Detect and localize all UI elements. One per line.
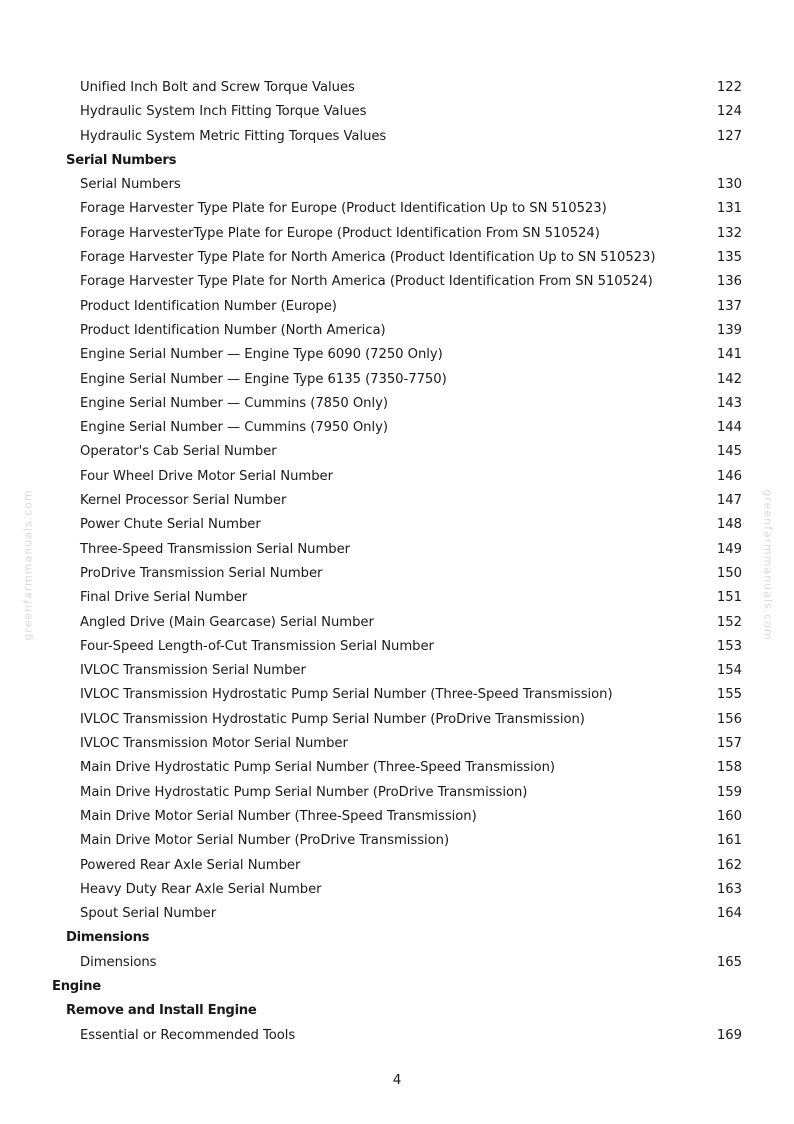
toc-entry-title: Main Drive Hydrostatic Pump Serial Number (ProDrive Transmission) [80, 784, 528, 800]
toc-entry-title: Kernel Processor Serial Number [80, 493, 287, 509]
toc-section-heading [52, 999, 742, 1023]
toc-entry-page: 139 [716, 322, 742, 338]
toc-entry-title: Engine Serial Number — Engine Type 6135 (7350-7750) [80, 371, 447, 387]
toc-entry[interactable] [52, 465, 742, 489]
toc-entry-title: Forage HarvesterType Plate for Europe (Product Identification From SN 510524) [80, 225, 600, 241]
toc-entry-title: Main Drive Hydrostatic Pump Serial Number (Three-Speed Transmission) [80, 760, 556, 776]
toc-entry[interactable] [52, 246, 742, 270]
toc-entry[interactable] [52, 611, 742, 635]
toc-entry-page: 162 [716, 857, 742, 873]
toc-entry[interactable] [52, 586, 742, 610]
watermark-right: greenfarmmanuals.com [761, 489, 775, 641]
toc-entry-title: Hydraulic System Inch Fitting Torque Values [80, 104, 367, 120]
toc-entry-title: Engine Serial Number — Engine Type 6090 (7250 Only) [80, 347, 443, 363]
toc-entry[interactable] [52, 173, 742, 197]
toc-entry-title: ProDrive Transmission Serial Number [80, 565, 323, 581]
table-of-contents [52, 76, 742, 1048]
toc-entry[interactable] [52, 756, 742, 780]
toc-entry[interactable] [52, 295, 742, 319]
toc-entry[interactable] [52, 854, 742, 878]
toc-entry[interactable] [52, 489, 742, 513]
toc-entry-page: 160 [716, 808, 742, 824]
toc-entry[interactable] [52, 319, 742, 343]
toc-entry-title: IVLOC Transmission Hydrostatic Pump Serial Number (ProDrive Transmission) [80, 711, 585, 727]
toc-entry-page: 142 [716, 371, 742, 387]
toc-entry[interactable] [52, 659, 742, 683]
toc-entry-title: IVLOC Transmission Hydrostatic Pump Serial Number (Three-Speed Transmission) [80, 687, 613, 703]
toc-entry[interactable] [52, 829, 742, 853]
toc-entry[interactable] [52, 197, 742, 221]
toc-entry[interactable] [52, 538, 742, 562]
toc-entry-page: 146 [716, 468, 742, 484]
toc-entry-page: 153 [716, 638, 742, 654]
toc-entry[interactable] [52, 781, 742, 805]
toc-entry[interactable] [52, 732, 742, 756]
toc-entry-title: Four-Speed Length-of-Cut Transmission Serial Number [80, 638, 434, 654]
toc-entry[interactable] [52, 951, 742, 975]
toc-entry[interactable] [52, 270, 742, 294]
toc-entry-title: Power Chute Serial Number [80, 517, 261, 533]
toc-entry-page: 141 [716, 347, 742, 363]
toc-entry-title: Angled Drive (Main Gearcase) Serial Number [80, 614, 374, 630]
toc-entry-title: Three-Speed Transmission Serial Number [80, 541, 351, 557]
toc-entry-page: 124 [716, 104, 742, 120]
toc-entry[interactable] [52, 222, 742, 246]
toc-entry[interactable] [52, 708, 742, 732]
toc-entry-page: 164 [716, 906, 742, 922]
toc-entry[interactable] [52, 100, 742, 124]
toc-section-heading [52, 975, 742, 999]
toc-entry-page: 137 [716, 298, 742, 314]
toc-entry-page: 165 [716, 954, 742, 970]
toc-entry-title: Four Wheel Drive Motor Serial Number [80, 468, 333, 484]
toc-entry-title: Dimensions [80, 954, 157, 970]
toc-entry-page: 148 [716, 517, 742, 533]
toc-entry-page: 122 [716, 80, 742, 95]
toc-entry-title: Powered Rear Axle Serial Number [80, 857, 301, 873]
toc-entry-page: 130 [716, 177, 742, 193]
watermark-left: greenfarmmanuals.com [21, 489, 35, 641]
toc-entry-page: 149 [716, 541, 742, 557]
toc-entry-title: Engine Serial Number — Cummins (7950 Only) [80, 420, 388, 436]
toc-entry-page: 131 [716, 201, 742, 217]
toc-entry-page: 159 [716, 784, 742, 800]
toc-entry-title: Unified Inch Bolt and Screw Torque Values [80, 80, 355, 95]
toc-section-heading [52, 149, 742, 173]
toc-entry-title: Heavy Duty Rear Axle Serial Number [80, 881, 322, 897]
toc-entry-title: Forage Harvester Type Plate for Europe (Product Identification Up to SN 510523) [80, 201, 607, 217]
toc-entry-title: Forage Harvester Type Plate for North America (Product Identification Up to SN 510523) [80, 250, 656, 266]
toc-entry[interactable] [52, 902, 742, 926]
toc-entry-title: Product Identification Number (Europe) [80, 298, 337, 314]
toc-entry-page: 127 [716, 128, 742, 144]
toc-entry-title: Main Drive Motor Serial Number (Three-Speed Transmission) [80, 808, 477, 824]
toc-entry[interactable] [52, 125, 742, 149]
toc-section-heading [52, 926, 742, 950]
toc-entry-title: Serial Numbers [66, 152, 177, 168]
toc-entry-page: 157 [716, 736, 742, 752]
toc-entry-page: 155 [716, 687, 742, 703]
toc-entry-title: Main Drive Motor Serial Number (ProDrive Transmission) [80, 833, 450, 849]
toc-entry-page: 151 [716, 590, 742, 606]
toc-entry-page: 152 [716, 614, 742, 630]
toc-entry-title: Operator's Cab Serial Number [80, 444, 277, 460]
toc-entry[interactable] [52, 513, 742, 537]
toc-entry-title: Forage Harvester Type Plate for North America (Product Identification From SN 510524) [80, 274, 653, 290]
toc-entry[interactable] [52, 368, 742, 392]
toc-entry-page: 156 [716, 711, 742, 727]
toc-entry-page: 150 [716, 565, 742, 581]
toc-entry-page: 154 [716, 663, 742, 679]
toc-entry-title: Engine Serial Number — Cummins (7850 Only) [80, 395, 388, 411]
toc-entry-title: Dimensions [66, 930, 150, 946]
toc-entry-title: Engine [52, 978, 101, 994]
toc-entry[interactable] [52, 76, 742, 100]
toc-entry-title: Product Identification Number (North America) [80, 322, 386, 338]
toc-entry-title: Serial Numbers [80, 177, 181, 193]
toc-entry-page: 135 [716, 250, 742, 266]
page-number: 4 [392, 1072, 402, 1088]
toc-entry[interactable] [52, 343, 742, 367]
toc-entry-page: 147 [716, 493, 742, 509]
toc-entry-page: 144 [716, 420, 742, 436]
toc-entry[interactable] [52, 805, 742, 829]
toc-entry-page: 136 [716, 274, 742, 290]
toc-entry[interactable] [52, 683, 742, 707]
toc-entry[interactable] [52, 392, 742, 416]
toc-entry-title: Spout Serial Number [80, 906, 217, 922]
toc-entry[interactable] [52, 635, 742, 659]
toc-entry-page: 145 [716, 444, 742, 460]
toc-entry[interactable] [52, 562, 742, 586]
toc-entry-page: 169 [716, 1027, 742, 1043]
toc-entry[interactable] [52, 1024, 742, 1048]
toc-entry[interactable] [52, 440, 742, 464]
toc-entry-page: 163 [716, 881, 742, 897]
toc-entry[interactable] [52, 878, 742, 902]
toc-entry-page: 132 [716, 225, 742, 241]
toc-entry-page: 158 [716, 760, 742, 776]
toc-entry-title: Remove and Install Engine [66, 1003, 257, 1019]
toc-entry-title: Hydraulic System Metric Fitting Torques Values [80, 128, 387, 144]
toc-entry[interactable] [52, 416, 742, 440]
toc-entry-page: 143 [716, 395, 742, 411]
toc-entry-title: IVLOC Transmission Serial Number [80, 663, 306, 679]
toc-entry-title: Final Drive Serial Number [80, 590, 248, 606]
toc-entry-title: Essential or Recommended Tools [80, 1027, 296, 1043]
toc-entry-page: 161 [716, 833, 742, 849]
toc-entry-title: IVLOC Transmission Motor Serial Number [80, 736, 348, 752]
